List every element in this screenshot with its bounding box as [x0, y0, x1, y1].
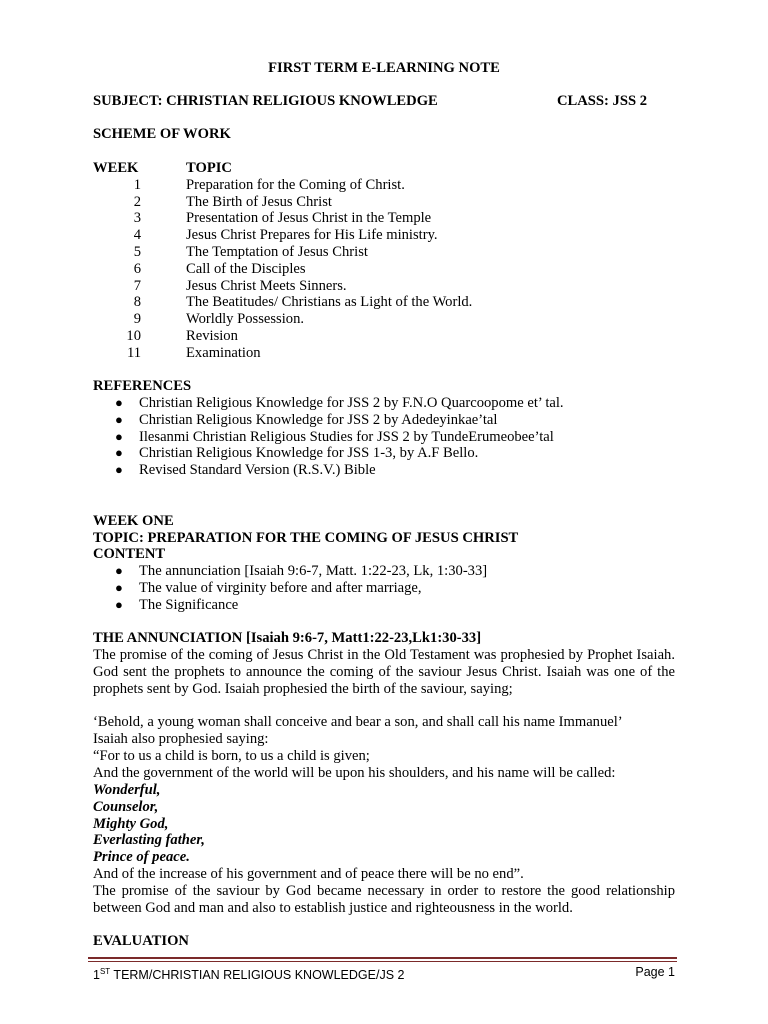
bullet-icon: ●	[115, 411, 123, 427]
scheme-row	[93, 177, 472, 194]
isaiah-line-2: Isaiah also prophesied saying:	[93, 731, 269, 747]
references-list	[93, 395, 564, 479]
scheme-topic: Call of the Disciples	[186, 260, 306, 277]
scheme-row	[93, 227, 472, 244]
scheme-week-number: 11	[126, 344, 141, 361]
bullet-icon: ●	[115, 395, 123, 410]
scheme-topic: The Birth of Jesus Christ	[186, 193, 332, 210]
scheme-table	[93, 160, 472, 362]
scheme-week-number: 5	[133, 243, 141, 260]
isaiah-quote: ‘Behold, a young woman shall conceive and bear a son, and shall call his name Immanuel’	[93, 714, 623, 730]
scheme-row	[93, 210, 472, 227]
content-item-text: The value of virginity before and after marriage,	[139, 579, 422, 596]
messiah-name: Prince of peace.	[93, 849, 190, 866]
scheme-topic: Jesus Christ Prepares for His Life ministry.	[186, 227, 438, 244]
scheme-row	[93, 278, 472, 295]
subject-line: SUBJECT: CHRISTIAN RELIGIOUS KNOWLEDGE	[93, 93, 438, 109]
reference-item-text: Christian Religious Knowledge for JSS 2 by Adedeyinkae’tal	[139, 411, 498, 428]
reference-item	[93, 429, 564, 446]
scheme-topic: Preparation for the Coming of Christ.	[186, 176, 405, 193]
scheme-table-header	[93, 160, 472, 177]
scheme-topic: Revision	[186, 327, 238, 344]
isaiah-line-4: And the government of the world will be upon his shoulders, and his name will be called:	[93, 765, 616, 781]
content-item	[93, 597, 487, 614]
content-heading: CONTENT	[93, 546, 166, 562]
page-footer	[93, 964, 675, 984]
messiah-names	[93, 782, 205, 866]
scheme-rows	[93, 177, 472, 362]
content-item	[93, 563, 487, 580]
bullet-icon: ●	[115, 563, 123, 578]
bullet-icon: ●	[115, 445, 123, 461]
scheme-week-number: 6	[133, 260, 141, 277]
scheme-topic: Examination	[186, 344, 261, 361]
scheme-week-number: 9	[133, 311, 141, 328]
scheme-week-number: 1	[133, 176, 141, 193]
content-item	[93, 580, 487, 597]
footer-rule-thin	[88, 961, 677, 962]
annunciation-heading: THE ANNUNCIATION [Isaiah 9:6-7, Matt1:22-23,Lk1:30-33]	[93, 630, 482, 646]
scheme-row	[93, 261, 472, 278]
scheme-week-number: 7	[133, 277, 141, 294]
content-item-text: The annunciation [Isaiah 9:6-7, Matt. 1:22-23, Lk, 1:30-33]	[139, 563, 488, 579]
scheme-row	[93, 244, 472, 261]
topic-column-header: TOPIC	[186, 160, 232, 176]
scheme-topic: Presentation of Jesus Christ in the Temple	[186, 210, 432, 227]
scheme-row	[93, 194, 472, 211]
reference-item	[93, 412, 564, 429]
footer-term-sup: ST	[99, 967, 111, 976]
scheme-topic: The Temptation of Jesus Christ	[186, 243, 368, 260]
isaiah-line-3: “For to us a child is born, to us a child is given;	[93, 748, 370, 764]
footer-term-number: 1	[93, 968, 100, 983]
class-line: CLASS: JSS 2	[557, 93, 648, 109]
scheme-topic: The Beatitudes/ Christians as Light of the World.	[186, 294, 473, 311]
week-column-header: WEEK	[93, 160, 139, 176]
page-title: FIRST TERM E-LEARNING NOTE	[268, 60, 500, 76]
footer-left-text: TERM/CHRISTIAN RELIGIOUS KNOWLEDGE/JS 2	[110, 968, 405, 983]
scheme-week-number: 4	[133, 227, 141, 244]
scheme-week-number: 10	[126, 327, 141, 344]
reference-item-text: Christian Religious Knowledge for JSS 2 by F.N.O Quarcoopome et’ tal.	[139, 395, 564, 411]
bullet-icon: ●	[115, 596, 123, 612]
footer-page-number: Page 1	[635, 965, 675, 979]
scheme-week-number: 2	[133, 193, 141, 210]
reference-item-text: Revised Standard Version (R.S.V.) Bible	[139, 462, 376, 479]
scheme-heading: SCHEME OF WORK	[93, 126, 231, 142]
annunciation-paragraph-2: The promise of the saviour by God became necessary in order to restore the good relationship between God and man and also to establish justice and righteousness in the world.	[93, 883, 675, 916]
scheme-row	[93, 311, 472, 328]
scheme-week-number: 3	[133, 210, 141, 227]
scheme-row	[93, 328, 472, 345]
scheme-topic: Worldly Possession.	[186, 311, 305, 328]
reference-item	[93, 395, 564, 412]
reference-item-text: Christian Religious Knowledge for JSS 1-3, by A.F Bello.	[139, 445, 479, 462]
reference-item-text: Ilesanmi Christian Religious Studies for JSS 2 by TundeErumeobee’tal	[139, 428, 554, 445]
messiah-name: Mighty God,	[93, 815, 169, 832]
reference-item	[93, 462, 564, 479]
scheme-row	[93, 345, 472, 362]
footer-rule	[88, 957, 677, 959]
week-one-topic: TOPIC: PREPARATION FOR THE COMING OF JESUS CHRIST	[93, 530, 519, 546]
reference-item	[93, 445, 564, 462]
references-heading: REFERENCES	[93, 378, 192, 394]
evaluation-heading: EVALUATION	[93, 933, 189, 949]
scheme-week-number: 8	[133, 294, 141, 311]
annunciation-paragraph-1: The promise of the coming of Jesus Christ in the Old Testament was prophesied by Prophet Isaiah. God sent the prophets to announce the coming of the saviour Jesus Christ. Isaiah was one of the prophets sent by God. Isaiah prophesied the birth of the saviour, saying;	[93, 647, 675, 697]
scheme-topic: Jesus Christ Meets Sinners.	[186, 277, 347, 294]
messiah-name: Everlasting father,	[93, 832, 205, 849]
messiah-name: Wonderful,	[93, 782, 161, 798]
footer-left	[93, 964, 404, 984]
bullet-icon: ●	[115, 462, 123, 478]
scheme-row	[93, 294, 472, 311]
week-one-heading: WEEK ONE	[93, 513, 174, 529]
messiah-name: Counselor,	[93, 798, 159, 815]
content-item-text: The Significance	[139, 596, 239, 613]
bullet-icon: ●	[115, 579, 123, 595]
content-list	[93, 563, 487, 613]
bullet-icon: ●	[115, 428, 123, 444]
isaiah-line-5: And of the increase of his government and of peace there will be no end”.	[93, 866, 524, 882]
